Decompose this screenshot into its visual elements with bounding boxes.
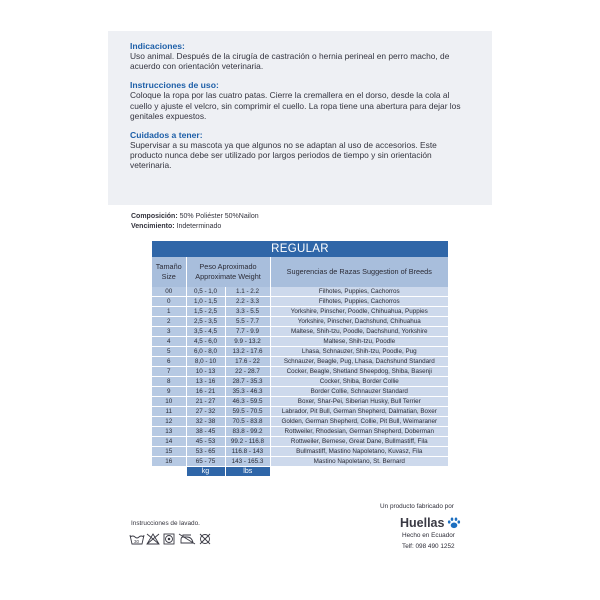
expiry-value: Indeterminado [176, 223, 222, 230]
table-row [152, 457, 448, 467]
table-row [152, 397, 448, 407]
svg-text:30: 30 [134, 539, 140, 544]
cell-breeds: Cocker, Shiba, Border Collie [270, 377, 448, 387]
cell-lbs: 28.7 - 35.3 [225, 377, 270, 387]
cell-breeds: Schnauzer, Beagle, Pug, Lhasa, Dachshund Standard [270, 357, 448, 367]
cell-kg: 1,5 - 2,5 [186, 307, 225, 317]
cell-size: 12 [152, 417, 186, 427]
cell-kg: 16 - 21 [186, 387, 225, 397]
cell-kg: 45 - 53 [186, 437, 225, 447]
cell-size: 0 [152, 297, 186, 307]
section-instructions [130, 80, 492, 121]
cell-size: 5 [152, 347, 186, 357]
section-care [130, 130, 492, 171]
table-row [152, 387, 448, 397]
composition-value: 50% Poliéster 50%Nailon [179, 213, 259, 220]
unit-spacer [270, 467, 448, 477]
cell-breeds: Boxer, Shar-Pei, Siberian Husky, Bull Terrier [270, 397, 448, 407]
composition-label: Composición: [131, 213, 178, 220]
cell-size: 14 [152, 437, 186, 447]
cell-lbs: 13.2 - 17.6 [225, 347, 270, 357]
cell-size: 10 [152, 397, 186, 407]
paw-icon [447, 517, 461, 529]
cell-breeds: Golden, German Shepherd, Collie, Pit Bull, Weimaraner [270, 417, 448, 427]
table-row [152, 337, 448, 347]
cell-lbs: 7.7 - 9.9 [225, 327, 270, 337]
table-row [152, 347, 448, 357]
cell-kg: 3,5 - 4,5 [186, 327, 225, 337]
cell-size: 11 [152, 407, 186, 417]
table-row [152, 327, 448, 337]
manufacturer-block [380, 503, 480, 552]
section-body: Uso animal. Después de la cirugía de castración o hernia perineal en perro macho, de acuerdo con orientación veterinaria. [130, 51, 450, 72]
size-table-title: REGULAR [152, 241, 448, 257]
maker-origin: Hecho en Ecuador [402, 532, 455, 539]
brand-logo [380, 516, 480, 530]
cell-kg: 27 - 32 [186, 407, 225, 417]
cell-kg: 65 - 75 [186, 457, 225, 467]
section-title: Indicaciones: [130, 41, 185, 51]
cell-lbs: 22 - 28.7 [225, 367, 270, 377]
cell-size: 3 [152, 327, 186, 337]
wash-30-icon [130, 535, 144, 544]
cell-lbs: 35.3 - 46.3 [225, 387, 270, 397]
cell-breeds: Mastino Napoletano, St. Bernard [270, 457, 448, 467]
no-dry-clean-icon [200, 534, 210, 544]
table-row [152, 297, 448, 307]
cell-breeds: Maltese, Shih-tzu, Poodle, Dachshund, Yorkshire [270, 327, 448, 337]
cell-size: 6 [152, 357, 186, 367]
header-weight: Peso Aproximado Approximate Weight [186, 257, 270, 287]
cell-size: 2 [152, 317, 186, 327]
size-table-grid [152, 257, 448, 476]
table-row [152, 427, 448, 437]
cell-lbs: 116.8 - 143 [225, 447, 270, 457]
cell-kg: 8,0 - 10 [186, 357, 225, 367]
cell-size: 15 [152, 447, 186, 457]
cell-kg: 4,5 - 6,0 [186, 337, 225, 347]
cell-size: 4 [152, 337, 186, 347]
cell-size: 13 [152, 427, 186, 437]
maker-phone: Telf: 098 490 1252 [402, 543, 455, 550]
cell-lbs: 99.2 - 116.8 [225, 437, 270, 447]
cell-lbs: 5.5 - 7.7 [225, 317, 270, 327]
cell-lbs: 46.3 - 59.5 [225, 397, 270, 407]
section-indications [130, 41, 492, 71]
info-panel [108, 31, 492, 205]
unit-lbs: lbs [225, 467, 270, 477]
cell-kg: 0,5 - 1,0 [186, 287, 225, 297]
composition-line [131, 212, 259, 222]
cell-kg: 1,0 - 1,5 [186, 297, 225, 307]
section-title: Cuidados a tener: [130, 130, 203, 141]
cell-size: 9 [152, 387, 186, 397]
cell-lbs: 2.2 - 3.3 [225, 297, 270, 307]
table-row [152, 317, 448, 327]
table-row [152, 377, 448, 387]
cell-breeds: Rottweiler, Bernese, Great Dane, Bullmastiff, Fila [270, 437, 448, 447]
table-row [152, 447, 448, 457]
table-row [152, 417, 448, 427]
cell-breeds: Maltese, Shih-tzu, Poodle [270, 337, 448, 347]
cell-breeds: Filhotes, Puppies, Cachorros [270, 287, 448, 297]
expiry-label: Vencimiento: [131, 223, 175, 230]
composition-block [131, 212, 259, 232]
tumble-dry-icon [164, 534, 174, 544]
unit-spacer [152, 467, 186, 477]
no-bleach-icon [147, 534, 159, 544]
cell-lbs: 17.6 - 22 [225, 357, 270, 367]
cell-breeds: Rottweiler, Rhodesian, German Shepherd, Doberman [270, 427, 448, 437]
cell-size: 16 [152, 457, 186, 467]
cell-breeds: Filhotes, Puppies, Cachorros [270, 297, 448, 307]
table-row [152, 367, 448, 377]
maker-tagline: Un producto fabricado por [380, 503, 454, 510]
cell-kg: 21 - 27 [186, 397, 225, 407]
cell-breeds: Lhasa, Schnauzer, Shih-tzu, Poodle, Pug [270, 347, 448, 357]
table-row [152, 307, 448, 317]
washing-label: Instrucciones de lavado. [131, 520, 200, 527]
table-row [152, 287, 448, 297]
cell-size: 7 [152, 367, 186, 377]
cell-size: 1 [152, 307, 186, 317]
cell-lbs: 3.3 - 5.5 [225, 307, 270, 317]
header-size: Tamaño Size [152, 257, 186, 287]
table-row [152, 437, 448, 447]
cell-breeds: Cocker, Beagle, Shetland Sheepdog, Shiba, Basenji [270, 367, 448, 377]
cell-lbs: 70.5 - 83.8 [225, 417, 270, 427]
brand-name: Huellas [400, 516, 445, 530]
cell-breeds: Yorkshire, Pinscher, Poodle, Chihuahua, Puppies [270, 307, 448, 317]
section-body: Supervisar a su mascota ya que algunos no se adaptan al uso de accesorios. Este producto nunca debe ser utilizado por largos periodos de tiempo y sin orientación veterinaria. [130, 140, 437, 171]
expiry-line [131, 222, 259, 232]
cell-breeds: Bullmastiff, Mastino Napoletano, Kuvasz, Fila [270, 447, 448, 457]
cell-kg: 6,0 - 8,0 [186, 347, 225, 357]
cell-lbs: 143 - 165.3 [225, 457, 270, 467]
cell-kg: 13 - 16 [186, 377, 225, 387]
cell-lbs: 59.5 - 70.5 [225, 407, 270, 417]
cell-kg: 32 - 38 [186, 417, 225, 427]
cell-kg: 10 - 13 [186, 367, 225, 377]
cell-breeds: Yorkshire, Pinscher, Dachshund, Chihuahua [270, 317, 448, 327]
iron-icon [179, 534, 195, 544]
washing-icons [129, 532, 239, 546]
cell-lbs: 9.9 - 13.2 [225, 337, 270, 347]
cell-breeds: Labrador, Pit Bull, German Shepherd, Dalmatian, Boxer [270, 407, 448, 417]
cell-size: 00 [152, 287, 186, 297]
cell-breeds: Border Collie, Schnauzer Standard [270, 387, 448, 397]
section-title: Instrucciones de uso: [130, 80, 219, 91]
cell-kg: 53 - 65 [186, 447, 225, 457]
cell-lbs: 1.1 - 2.2 [225, 287, 270, 297]
table-row [152, 407, 448, 417]
section-body: Coloque la ropa por las cuatro patas. Cierre la cremallera en el dorso, desde la cola al cuello y ajuste el velcro, sin comprimir el cuello. La ropa tiene una abertura para dejar los genitales expuestos. [130, 90, 461, 121]
cell-size: 8 [152, 377, 186, 387]
unit-kg: kg [186, 467, 225, 477]
header-breeds: Sugerencias de Razas Suggestion of Breeds [270, 257, 448, 287]
cell-kg: 2,5 - 3,5 [186, 317, 225, 327]
size-table [152, 241, 448, 476]
cell-lbs: 83.8 - 99.2 [225, 427, 270, 437]
cell-kg: 38 - 45 [186, 427, 225, 437]
table-row [152, 357, 448, 367]
